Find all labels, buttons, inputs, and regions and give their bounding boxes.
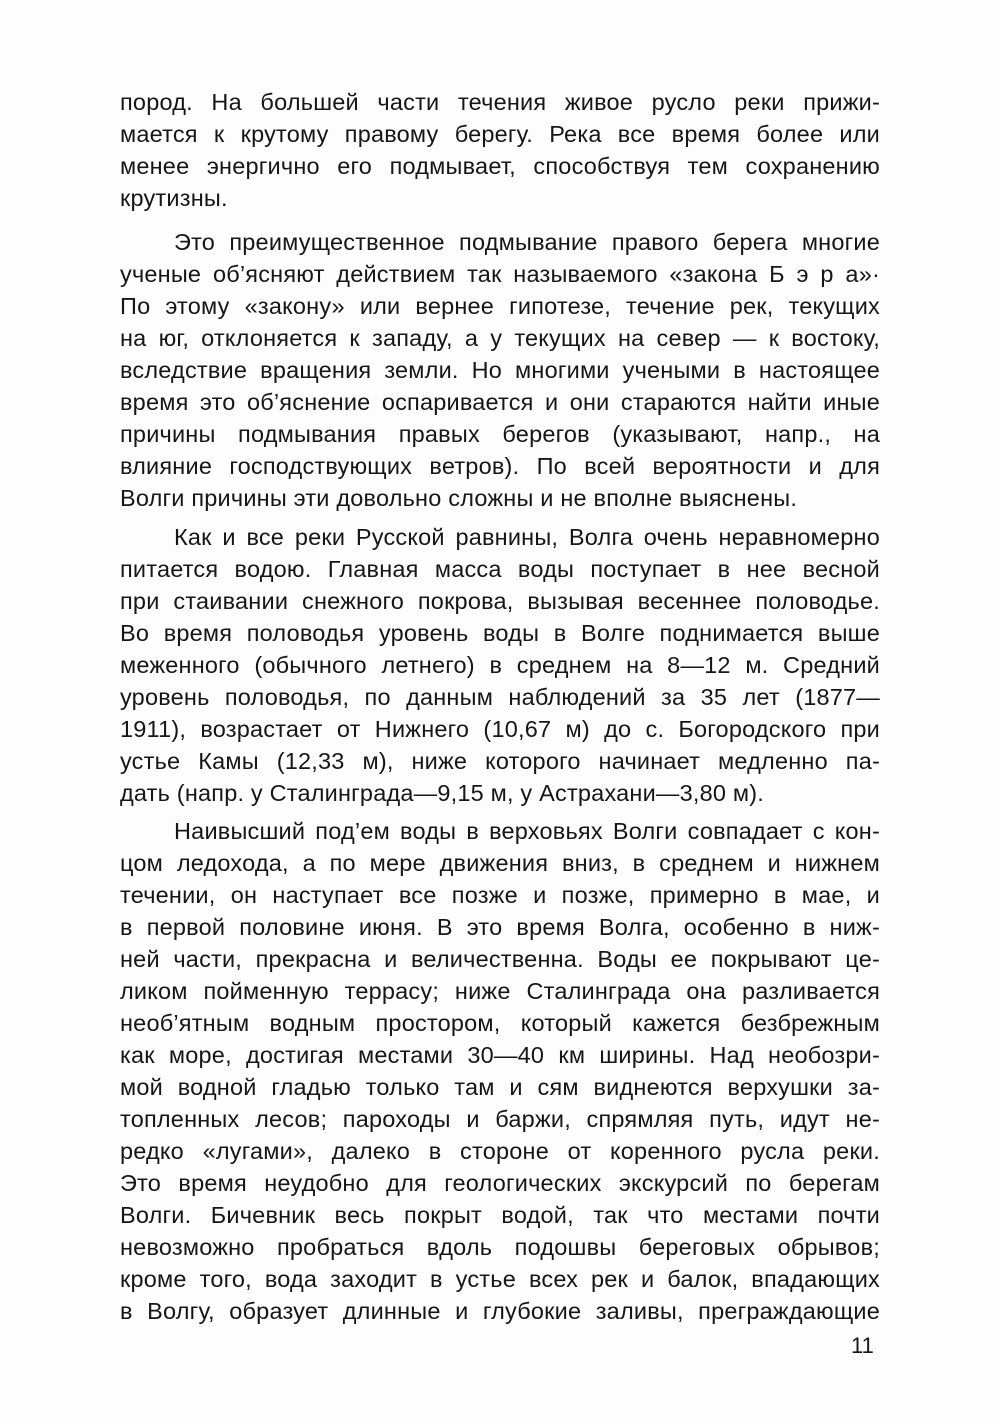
text-line: Как и все реки Русской равнины, Волга очень неравномерно	[174, 524, 880, 550]
text-line: влияние господствующих ветров). По всей вероятности и для	[120, 453, 880, 479]
text-line: пород. На большей части течения живое русло реки прижи-	[120, 89, 880, 115]
text-line: причины подмывания правых берегов (указывают, напр., на	[120, 421, 880, 447]
text-line: 1911), возрастает от Нижнего (10,67 м) до с. Богородского при	[120, 716, 880, 742]
text-line: на юг, отклоняется к западу, а у текущих на север — к востоку,	[120, 325, 880, 351]
text-line: в первой половине июня. В это время Волга, особенно в ниж-	[120, 914, 880, 940]
text-line: время это об’яснение оспаривается и они стараются найти иные	[120, 389, 880, 415]
text-line: цом ледохода, а по мере движения вниз, в среднем и нижнем	[120, 850, 880, 876]
text-line: необ’ятным водным простором, который кажется безбрежным	[120, 1010, 880, 1036]
page-number: 11	[851, 1333, 874, 1358]
text-line: кроме того, вода заходит в устье всех рек и балок, впадающих	[120, 1266, 880, 1292]
text-line: Волги. Бичевник весь покрыт водой, так что местами почти	[120, 1202, 880, 1228]
text-line: топленных лесов; пароходы и баржи, спрямляя путь, идут не-	[120, 1106, 880, 1132]
text-line: вследствие вращения земли. Но многими учеными в настоящее	[120, 357, 880, 383]
paragraph-3	[120, 521, 880, 809]
text-line: редко «лугами», далеко в стороне от коренного русла реки.	[120, 1138, 880, 1164]
text-line: менее энергично его подмывает, способствуя тем сохранению	[120, 153, 880, 179]
text-line: ученые об’ясняют действием так называемого «закона Б э р а»·	[120, 261, 880, 287]
text-line: Во время половодья уровень воды в Волге поднимается выше	[120, 620, 880, 646]
text-line: питается водою. Главная масса воды поступает в нее весной	[120, 556, 880, 582]
paragraph-2	[120, 226, 880, 514]
text-line: По этому «закону» или вернее гипотезе, течение рек, текущих	[120, 293, 880, 319]
text-line: в Волгу, образует длинные и глубокие заливы, преграждающие	[120, 1298, 880, 1324]
text-line: течении, он наступает все позже и позже, примерно в мае, и	[120, 882, 880, 908]
text-line: меженного (обычного летнего) в среднем на 8—12 м. Средний	[120, 652, 880, 678]
text-line: Это время неудобно для геологических экскурсий по берегам	[120, 1170, 880, 1196]
text-line: Наивысший под’ем воды в верховьях Волги совпадает с кон-	[174, 818, 880, 844]
text-line: как море, достигая местами 30—40 км ширины. Над необозри-	[120, 1042, 880, 1068]
text-line: при стаивании снежного покрова, вызывая весеннее половодье.	[120, 588, 880, 614]
text-line: мается к крутому правому берегу. Река все время более или	[120, 121, 880, 147]
text-line: Это преимущественное подмывание правого берега многие	[174, 229, 880, 255]
text-line: устье Камы (12,33 м), ниже которого начинает медленно па-	[120, 748, 880, 774]
text-line: ней части, прекрасна и величественна. Воды ее покрывают це-	[120, 946, 880, 972]
text-line: Волги причины эти довольно сложны и не вполне выяснены.	[120, 485, 798, 511]
paragraph-1	[120, 86, 880, 214]
text-line: крутизны.	[120, 185, 228, 211]
text-line: ликом пойменную террасу; ниже Сталинграда она разливается	[120, 978, 880, 1004]
text-line: дать (напр. у Сталинграда—9,15 м, у Астрахани—3,80 м).	[120, 780, 764, 806]
text-line: мой водной гладью только там и сям виднеются верхушки за-	[120, 1074, 880, 1100]
text-line: невозможно пробраться вдоль подошвы береговых обрывов;	[120, 1234, 880, 1260]
paragraph-4	[120, 815, 880, 1327]
text-line: уровень половодья, по данным наблюдений за 35 лет (1877—	[120, 684, 880, 710]
